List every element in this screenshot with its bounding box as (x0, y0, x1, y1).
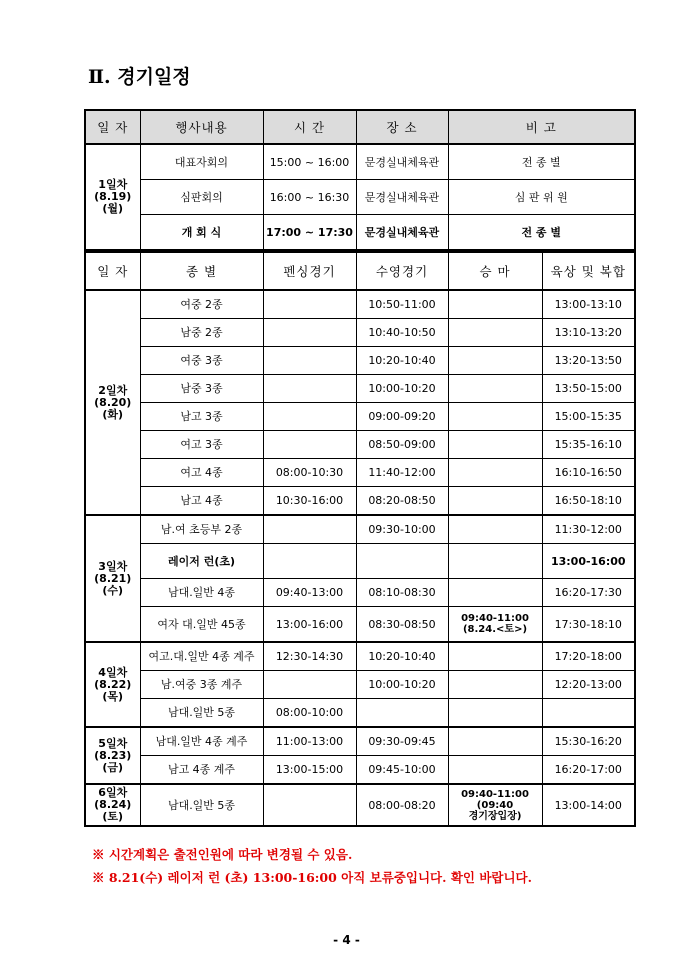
time-cell: 16:00 ~ 16:30 (263, 180, 356, 215)
category-cell: 여중 3종 (140, 347, 263, 375)
table2-header-cell: 육상 및 복합 (542, 252, 635, 290)
swimming-cell: 10:40-10:50 (356, 319, 448, 347)
category-cell: 여중 2종 (140, 290, 263, 319)
run-cell: 13:10-13:20 (542, 319, 635, 347)
riding-cell (448, 671, 542, 699)
run-cell: 16:20-17:30 (542, 579, 635, 607)
run-cell: 12:20-13:00 (542, 671, 635, 699)
swimming-cell: 10:00-10:20 (356, 375, 448, 403)
run-cell: 15:35-16:10 (542, 431, 635, 459)
fencing-cell: 09:40-13:00 (263, 579, 356, 607)
riding-cell (448, 515, 542, 544)
event-cell: 심판회의 (140, 180, 263, 215)
category-cell: 남중 3종 (140, 375, 263, 403)
table1-header-cell: 장 소 (356, 110, 448, 144)
swimming-cell: 08:10-08:30 (356, 579, 448, 607)
time-cell: 17:00 ~ 17:30 (263, 215, 356, 251)
swimming-cell: 08:30-08:50 (356, 607, 448, 643)
fencing-cell (263, 784, 356, 826)
page-number: - 4 - (333, 933, 360, 947)
fencing-cell (263, 347, 356, 375)
table-row (85, 459, 635, 487)
fencing-cell: 11:00-13:00 (263, 727, 356, 756)
table-row (85, 642, 635, 671)
run-cell: 16:10-16:50 (542, 459, 635, 487)
page-title: Ⅱ. 경기일정 (88, 66, 191, 88)
fencing-cell (263, 403, 356, 431)
run-cell: 13:00-16:00 (542, 544, 635, 579)
riding-cell (448, 431, 542, 459)
day-cell: 1일차 (8.19) (월) (85, 144, 140, 250)
category-cell: 남고 4종 (140, 487, 263, 516)
run-cell: 15:00-15:35 (542, 403, 635, 431)
table2-header-cell: 수영경기 (356, 252, 448, 290)
table1-header-row (85, 110, 635, 144)
table-row (85, 699, 635, 728)
riding-cell (448, 347, 542, 375)
category-cell: 남고 3종 (140, 403, 263, 431)
run-cell: 13:50-15:00 (542, 375, 635, 403)
category-cell: 여고.대.일반 4종 계주 (140, 642, 263, 671)
table1-header-cell: 일 자 (85, 110, 140, 144)
run-cell (542, 699, 635, 728)
riding-cell: 09:40-11:00 (8.24.<토>) (448, 607, 542, 643)
table-row (85, 215, 635, 251)
swimming-cell: 10:00-10:20 (356, 671, 448, 699)
category-cell: 여자 대.일반 45종 (140, 607, 263, 643)
category-cell: 레이저 런(초) (140, 544, 263, 579)
event-cell: 대표자회의 (140, 144, 263, 180)
table-row (85, 607, 635, 643)
category-cell: 남.여중 3종 계주 (140, 671, 263, 699)
table-row (85, 375, 635, 403)
fencing-cell: 13:00-15:00 (263, 756, 356, 785)
run-cell: 11:30-12:00 (542, 515, 635, 544)
swimming-cell: 10:50-11:00 (356, 290, 448, 319)
riding-cell (448, 642, 542, 671)
table-row (85, 319, 635, 347)
table-row (85, 784, 635, 826)
place-cell: 문경실내체육관 (356, 144, 448, 180)
place-cell: 문경실내체육관 (356, 180, 448, 215)
note-cell: 심 판 위 원 (448, 180, 635, 215)
day-cell: 6일차 (8.24) (토) (85, 784, 140, 826)
day-cell: 2일차 (8.20) (화) (85, 290, 140, 515)
table-row (85, 144, 635, 180)
riding-cell (448, 544, 542, 579)
event-schedule-table (84, 109, 636, 251)
run-cell: 13:00-14:00 (542, 784, 635, 826)
swimming-cell: 09:00-09:20 (356, 403, 448, 431)
event-cell: 개 회 식 (140, 215, 263, 251)
fencing-cell (263, 544, 356, 579)
swimming-cell: 08:20-08:50 (356, 487, 448, 516)
fencing-cell: 10:30-16:00 (263, 487, 356, 516)
table2-header-cell: 종 별 (140, 252, 263, 290)
run-cell: 17:20-18:00 (542, 642, 635, 671)
fencing-cell: 12:30-14:30 (263, 642, 356, 671)
table-row (85, 515, 635, 544)
table-row (85, 727, 635, 756)
riding-cell: 09:40-11:00 (09:40 경기장입장) (448, 784, 542, 826)
time-cell: 15:00 ~ 16:00 (263, 144, 356, 180)
day-cell: 4일차 (8.22) (목) (85, 642, 140, 727)
table-row (85, 180, 635, 215)
note-laser-run-pending: ※ 8.21(수) 레이저 런 (초) 13:00-16:00 아직 보류중입니다. 확인 바랍니다. (92, 870, 532, 885)
riding-cell (448, 579, 542, 607)
swimming-cell: 10:20-10:40 (356, 347, 448, 375)
category-cell: 여고 4종 (140, 459, 263, 487)
riding-cell (448, 699, 542, 728)
fencing-cell: 08:00-10:00 (263, 699, 356, 728)
run-cell: 16:20-17:00 (542, 756, 635, 785)
table-row (85, 579, 635, 607)
note-cell: 전 종 별 (448, 215, 635, 251)
table1-header-cell: 행사내용 (140, 110, 263, 144)
category-cell: 여고 3종 (140, 431, 263, 459)
category-cell: 남대.일반 5종 (140, 699, 263, 728)
table-row (85, 290, 635, 319)
table1-header-cell: 시 간 (263, 110, 356, 144)
table2-header-cell: 승 마 (448, 252, 542, 290)
swimming-cell: 10:20-10:40 (356, 642, 448, 671)
table1-header-cell: 비 고 (448, 110, 635, 144)
fencing-cell (263, 375, 356, 403)
table2-header-cell: 펜싱경기 (263, 252, 356, 290)
swimming-cell: 08:00-08:20 (356, 784, 448, 826)
table-row (85, 671, 635, 699)
fencing-cell: 13:00-16:00 (263, 607, 356, 643)
run-cell: 13:20-13:50 (542, 347, 635, 375)
table-row (85, 347, 635, 375)
table2-header-cell: 일 자 (85, 252, 140, 290)
run-cell: 16:50-18:10 (542, 487, 635, 516)
table-row (85, 756, 635, 785)
day-cell: 3일차 (8.21) (수) (85, 515, 140, 642)
table-row (85, 544, 635, 579)
category-cell: 남중 2종 (140, 319, 263, 347)
riding-cell (448, 290, 542, 319)
swimming-cell (356, 699, 448, 728)
note-schedule-change: ※ 시간계획은 출전인원에 따라 변경될 수 있음. (92, 847, 353, 862)
note-cell: 전 종 별 (448, 144, 635, 180)
table-row (85, 403, 635, 431)
riding-cell (448, 487, 542, 516)
run-cell: 13:00-13:10 (542, 290, 635, 319)
riding-cell (448, 319, 542, 347)
swimming-cell: 09:45-10:00 (356, 756, 448, 785)
swimming-cell: 09:30-10:00 (356, 515, 448, 544)
category-cell: 남.여 초등부 2종 (140, 515, 263, 544)
swimming-cell: 11:40-12:00 (356, 459, 448, 487)
fencing-cell (263, 671, 356, 699)
riding-cell (448, 403, 542, 431)
table-row (85, 431, 635, 459)
competition-schedule-table (84, 251, 636, 827)
category-cell: 남고 4종 계주 (140, 756, 263, 785)
fencing-cell (263, 319, 356, 347)
fencing-cell (263, 515, 356, 544)
run-cell: 17:30-18:10 (542, 607, 635, 643)
fencing-cell (263, 290, 356, 319)
place-cell: 문경실내체육관 (356, 215, 448, 251)
fencing-cell: 08:00-10:30 (263, 459, 356, 487)
swimming-cell: 08:50-09:00 (356, 431, 448, 459)
category-cell: 남대.일반 4종 계주 (140, 727, 263, 756)
swimming-cell (356, 544, 448, 579)
table2-header-row (85, 252, 635, 290)
riding-cell (448, 727, 542, 756)
riding-cell (448, 756, 542, 785)
riding-cell (448, 459, 542, 487)
riding-cell (448, 375, 542, 403)
day-cell: 5일차 (8.23) (금) (85, 727, 140, 784)
category-cell: 남대.일반 4종 (140, 579, 263, 607)
table-row (85, 487, 635, 516)
run-cell: 15:30-16:20 (542, 727, 635, 756)
category-cell: 남대.일반 5종 (140, 784, 263, 826)
swimming-cell: 09:30-09:45 (356, 727, 448, 756)
fencing-cell (263, 431, 356, 459)
